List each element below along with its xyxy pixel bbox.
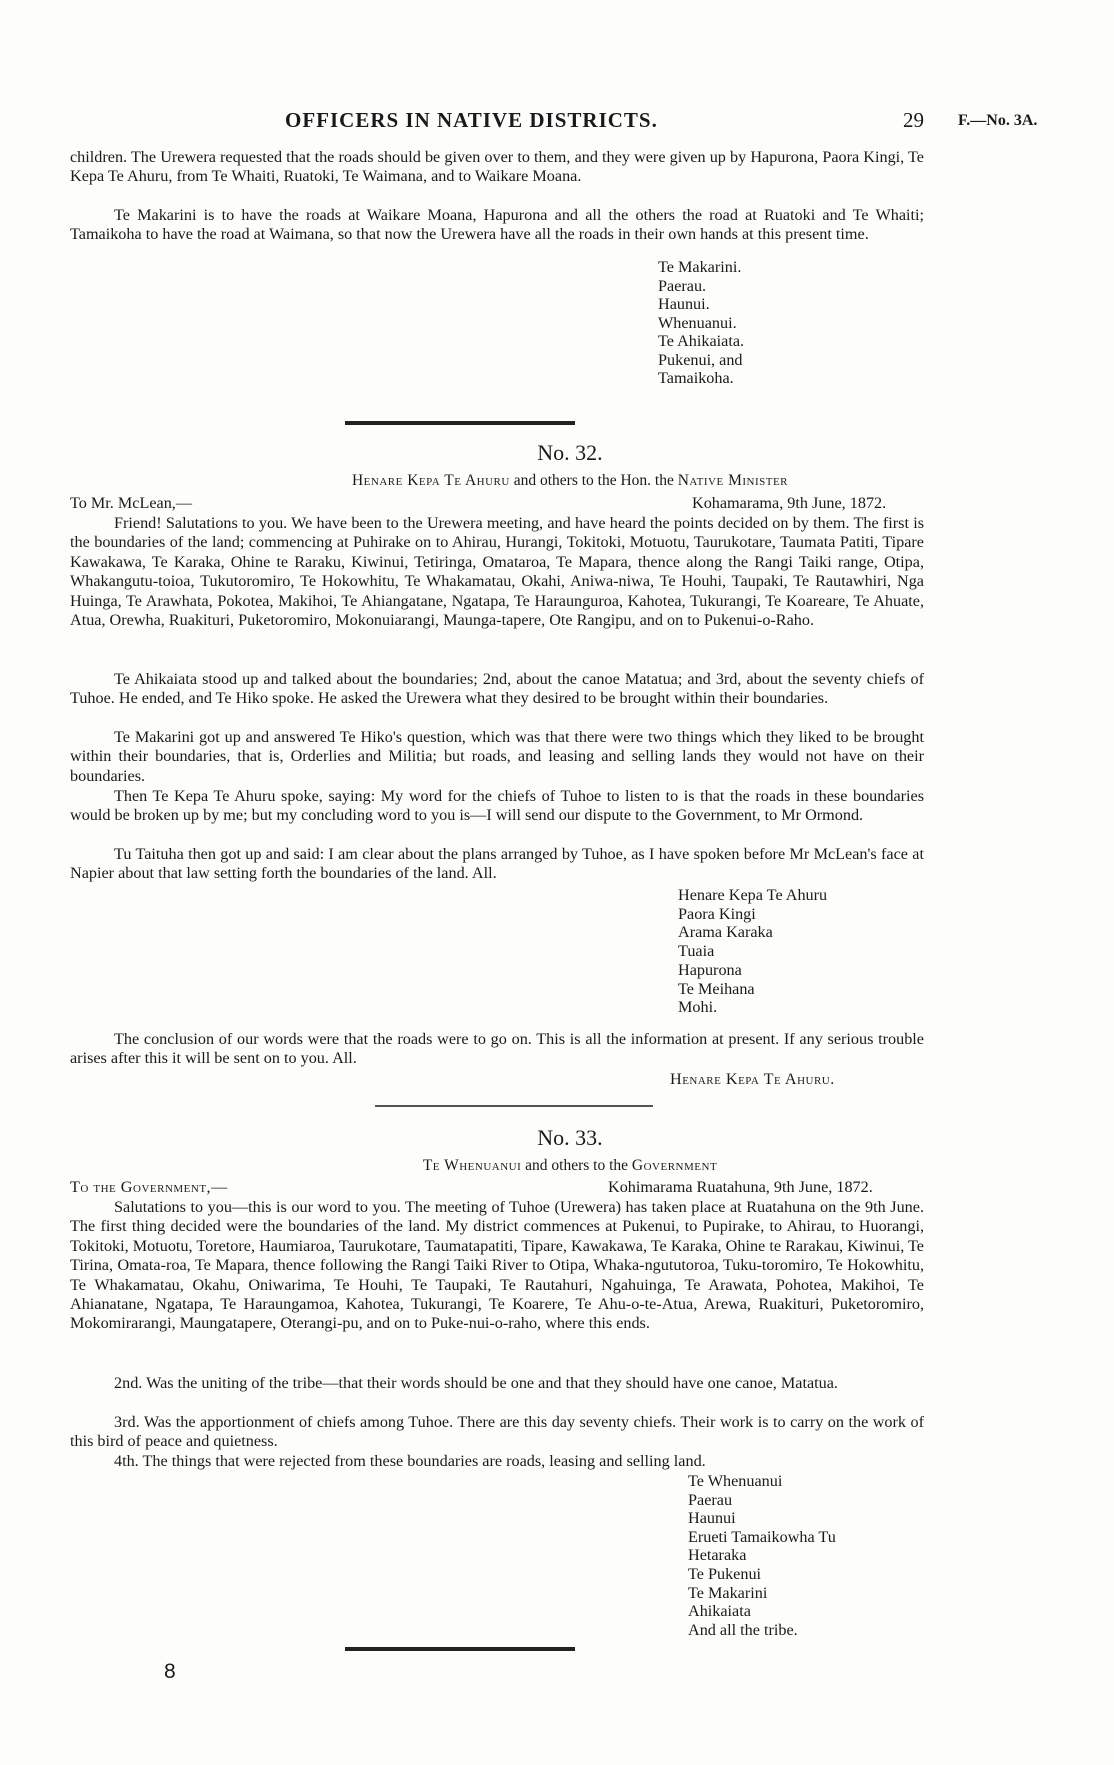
running-title: OFFICERS IN NATIVE DISTRICTS. (285, 108, 658, 132)
signature: Te Meihana (678, 979, 755, 998)
signature: Te Ahikaiata. (658, 332, 745, 350)
signature: Te Makarini. (658, 258, 742, 276)
signature: Tamaikoha. (658, 369, 734, 387)
letter-32-sender: Henare Kepa Te Ahuru (351, 472, 510, 489)
letter-33-sender: Te Whenuanui (422, 1157, 522, 1174)
signature: Hapurona (678, 960, 742, 979)
signature: Erueti Tamaikowha Tu (688, 1527, 836, 1546)
signature: Te Whenuanui (688, 1472, 783, 1490)
letter-number-33: No. 33. (537, 1125, 603, 1150)
letter-32-final-signature: Henare Kepa Te Ahuru. (670, 1070, 835, 1088)
letter-32-place-date: Kohamarama, 9th June, 1872. (692, 494, 887, 512)
page-number: 29 (903, 108, 924, 132)
letter-33-paragraph-4: 4th. The things that were rejected from these boundaries are roads, leasing and selling land. (114, 1452, 706, 1470)
letter-32-paragraph-4: Then Te Kepa Te Ahuru spoke, saying: My word for the chiefs of Tuhoe to listen to is that the roads in these boundaries would be broken up by me; but my concluding word to you is—I will send our dispute to the Government, to Mr Ormond. (70, 787, 924, 825)
signature: Haunui. (658, 295, 710, 313)
letter-32-signatures (678, 886, 827, 1017)
signature: Te Pukenui (688, 1564, 762, 1583)
letter-33-signatures (688, 1472, 836, 1639)
intro-paragraph-1: children. The Urewera requested that the roads should be given over to them, and they were given up by Hapurona, Paora Kingi, Te Kepa Te Ahuru, from Te Whaiti, Ruatoki, Te Waimana, and to Waikare Moana. (70, 148, 924, 186)
letter-33-subtitle: Te Whenuanui and others to the Government (422, 1157, 718, 1174)
letter-32-salutation: To Mr. McLean,— (70, 494, 193, 512)
section-divider (375, 1105, 653, 1107)
signature: Arama Karaka (678, 923, 773, 942)
page-header (70, 108, 1070, 138)
signature: Whenuanui. (658, 313, 737, 332)
letter-32-recipient: Native Minister (677, 472, 789, 489)
signature: Mohi. (678, 998, 718, 1017)
intro-signatures (658, 258, 744, 388)
signature: Ahikaiata (688, 1602, 751, 1621)
section-divider (345, 1647, 575, 1651)
letter-32-subtitle: Henare Kepa Te Ahuru and others to the Hon. the Native Minister (351, 472, 789, 489)
signature: Pukenui, and (658, 350, 743, 369)
document-page (70, 0, 1070, 1765)
letter-33-place-date: Kohimarama Ruatahuna, 9th June, 1872. (608, 1178, 873, 1196)
letter-number-32: No. 32. (537, 440, 603, 465)
letter-33-paragraph-3: 3rd. Was the apportionment of chiefs among Tuhoe. There are this day seventy chiefs. Their work is to carry on the work of this bird of peace and quietness. (70, 1413, 924, 1451)
signature: Hetaraka (688, 1546, 747, 1565)
signature: Paora Kingi (678, 904, 756, 923)
letter-32-paragraph-3: Te Makarini got up and answered Te Hiko's question, which was that there were two things which they liked to be brought within their boundaries, that is, Orderlies and Militia; but roads, and leasing and selling lands they would not have on their boundaries. (70, 728, 924, 785)
letter-33-paragraph-2: 2nd. Was the uniting of the tribe—that their words should be one and that they should have one canoe, Matatua. (114, 1374, 838, 1392)
letter-33-salutation: To the Government,— (70, 1178, 228, 1196)
letter-32-paragraph-2: Te Ahikaiata stood up and talked about the boundaries; 2nd, about the canoe Matatua; and 3rd, about the seventy chiefs of Tuhoe. He ended, and Te Hiko spoke. He asked the Urewera what they desired to be brought within their boundaries. (70, 670, 924, 708)
signature: Tuaia (678, 942, 715, 961)
signature: Haunui (688, 1509, 736, 1528)
letter-33-recipient: Government (631, 1157, 718, 1174)
signature: Paerau. (658, 276, 707, 295)
signature: Henare Kepa Te Ahuru (678, 886, 828, 904)
signature: And all the tribe. (688, 1620, 798, 1639)
section-divider (345, 421, 575, 425)
footer-number: 8 (164, 1660, 176, 1683)
signature: Te Makarini (688, 1583, 768, 1602)
intro-paragraph-2: Te Makarini is to have the roads at Waikare Moana, Hapurona and all the others the road at Ruatoki and Te Whaiti; Tamaikoha to have the road at Waimana, so that now the Urewera have all the roads in their own hands at this present time. (70, 206, 924, 244)
letter-33-paragraph-1: Salutations to you—this is our word to you. The meeting of Tuhoe (Urewera) has taken place at Ruatahuna on the 9th June. The first thing decided were the boundaries of the land. My district commences at Pukenui, to Pupirake, to Ahirau, to Huorangi, Tokitoki, Motuotu, Toretore, Haumiaroa, Taurukotare, Taumatapatiti, Tipare, Kawakawa, Te Karaka, Ohine te Rarakau, Kiwinui, Te Tirina, Omata-roa, Te Mapara, thence following the Rangi Taiki River to Otipa, Whaka-ngututoroa, Tuku-toromiro, Te Hokowhitu, Te Whakamatau, Okahu, Oniwarima, Te Houhi, Te Taupaki, Te Rautahuri, Ngahuinga, Te Arawata, Pohotea, Makihoi, Te Ahianatane, Ngatapa, Te Haraungamoa, Kahotea, Tukurangi, Te Koarere, Te Ahu-o-te-Atua, Arewa, Ruakituri, Puketoromiro, Mokomirarangi, Maungatapere, Oterangi-pu, and on to Puke-nui-o-raho, where this ends. (70, 1198, 924, 1333)
letter-32-paragraph-5: Tu Taituha then got up and said: I am clear about the plans arranged by Tuhoe, as I have spoken before Mr McLean's face at Napier about that law setting forth the boundaries of the land. All. (70, 845, 924, 883)
signature: Paerau (688, 1490, 733, 1509)
document-reference: F.—No. 3A. (958, 112, 1038, 129)
letter-32-paragraph-1: Friend! Salutations to you. We have been to the Urewera meeting, and have heard the points decided on by them. The first is the boundaries of the land; commencing at Puhirake on to Ahirau, Hurangi, Tokitoki, Motuotu, Taurukotare, Taumata Patiti, Tipare Kawakawa, Te Karaka, Ohine te Raraku, Kiwinui, Tetiringa, Omataroa, Te Mapara, thence along the Rangi Taiki range, Otipa, Whakangutu-toioa, Tukutoromiro, Te Hokowhitu, Te Whakamatau, Okahi, Aniwa-niwa, Te Houhi, Taupaki, Te Rautawhiri, Nga Huinga, Te Arawhata, Pokotea, Makihoi, Te Ahiangatane, Ngatapa, Te Haraunguroa, Kahotea, Tukurangi, Te Koareare, Te Ahuate, Atua, Orewha, Ruakituri, Puketoromiro, Mokonuiarangi, Maunga-tapere, Ote Rangipu, and on to Pukenui-o-Raho. (70, 514, 924, 630)
letter-32-paragraph-6: The conclusion of our words were that the roads were to go on. This is all the information at present. If any serious trouble arises after this it will be sent on to you. All. (70, 1030, 924, 1068)
